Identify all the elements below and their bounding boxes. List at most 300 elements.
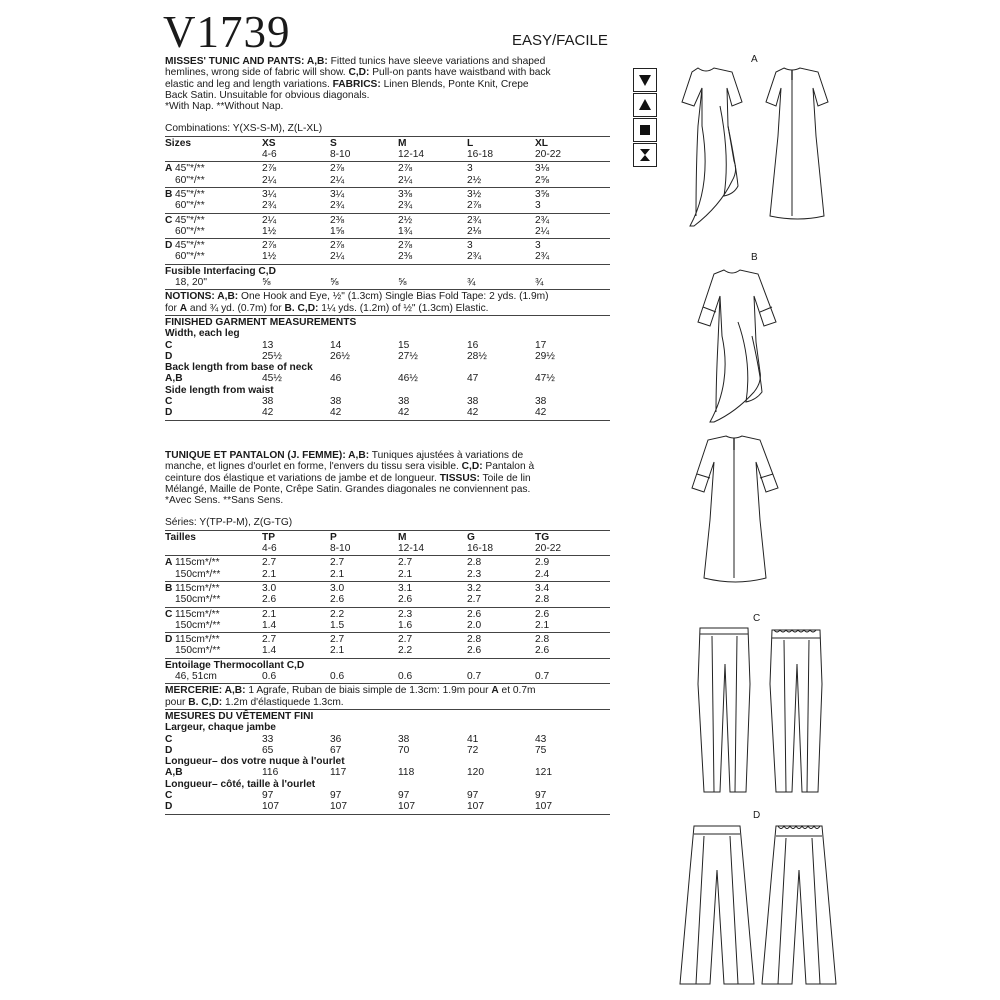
yardage-row [165,557,610,568]
finished-title: FINISHED GARMENT MEASUREMENTS [165,316,357,328]
divider-rule [165,581,610,582]
view-letter: D [165,240,173,252]
text-run: 1.2m d'élastiquede 1.3cm. [222,696,344,708]
text-run: One Hook and Eye, ½" (1.3cm) Single Bias Fold Tape: 2 yds. (1.9m) [238,291,549,303]
nap-down-triangle-icon [633,68,657,92]
yardage-value: 2½ [398,214,413,226]
measurement-value: 38 [262,396,274,408]
interfacing-title: Fusible Interfacing C,D [165,265,276,277]
yardage-value: 3¼ [262,188,277,200]
yardage-value: 1½ [262,225,277,237]
measurement-value: 97 [398,790,410,802]
size-code: S [330,137,337,149]
french-section [165,450,610,816]
notions-line [165,303,610,314]
yardage-value: 2¼ [262,214,277,226]
yardage-value: 2.7 [262,557,277,569]
divider-rule [165,213,610,214]
measurement-row [165,407,610,418]
measurement-value: 117 [330,767,347,779]
measurement-value: 13 [262,339,274,351]
yardage-value: 3.0 [330,582,345,594]
interfacing-width: 18, 20" [175,277,207,289]
yardage-value: 2.7 [330,557,345,569]
view-a-front-drawing [672,66,752,236]
yardage-value: 3⅜ [398,188,413,200]
size-code: TG [535,531,550,543]
yardage-value: 1.6 [398,619,413,631]
measurement-view: C [165,733,173,745]
measurement-value: 38 [535,396,547,408]
size-code: XS [262,137,276,149]
measurement-value: 46 [330,373,342,385]
size-number: 4-6 [262,149,277,161]
yardage-value: 2.9 [535,557,550,569]
yardage-value: 2¾ [262,200,277,212]
yardage-value: 2.6 [262,594,277,606]
measurement-value: 107 [398,801,415,813]
intro-line [165,461,610,472]
measurement-value: 118 [398,767,415,779]
yardage-value: 2¼ [398,174,413,186]
intro-line [165,67,610,78]
yardage-value: 3 [467,240,473,252]
yardage-row [165,583,610,594]
text-run: MISSES' TUNIC AND PANTS: A,B: [165,56,328,67]
measurement-row [165,373,610,384]
yardage-value: 2.1 [535,619,550,631]
yardage-value: 3 [467,163,473,175]
measurement-title: Back length from base of neck [165,362,313,374]
measurement-value: 97 [330,790,342,802]
text-run: NOTIONS: A,B: [165,291,239,303]
intro-line [165,90,610,101]
measurement-view: C [165,339,173,351]
measurement-value: 121 [535,767,552,779]
yardage-row [165,200,610,211]
yardage-value: 2.6 [398,594,413,606]
text-run: TISSUS: [439,472,480,484]
divider-rule [165,709,610,710]
size-number: 4-6 [262,543,277,555]
yardage-value: 2½ [467,174,482,186]
yardage-value: 2¾ [467,251,482,263]
divider-rule [165,555,610,556]
text-run: *Avec Sens. **Sans Sens. [165,495,284,507]
measurement-title: Largeur, chaque jambe [165,722,276,734]
measurement-value: 16 [467,339,479,351]
finished-title: MESURES DU VÊTEMENT FINI [165,710,314,722]
yardage-value: 2.1 [262,608,277,620]
measurement-value: 97 [535,790,547,802]
yardage-value: 3 [535,200,541,212]
yardage-value: 2⅝ [535,174,550,186]
yardage-value: 2.7 [262,634,277,646]
text-run: Back Satin. Unsuitable for obvious diagonals. [165,89,370,101]
measurement-value: 26½ [330,350,350,362]
interfacing-row [165,671,610,682]
measurement-value: 42 [398,407,410,419]
yardage-value: 1.5 [330,619,345,631]
text-run: Fitted tunics have sleeve variations and shaped [327,56,546,67]
measurement-value: 38 [330,396,342,408]
measurement-value: 67 [330,744,342,756]
fabric-width: 60"*/** [175,251,205,263]
measurement-value: 38 [398,396,410,408]
fabric-width: 150cm*/** [175,645,221,657]
text-run: hemlines, wrong side of fabric will show. [165,67,349,79]
view-c-back-drawing [766,624,826,799]
yardage-row [165,620,610,631]
yardage-value: 2⅞ [330,163,345,175]
measurement-value: 75 [535,744,547,756]
interfacing-value: ⅝ [398,277,407,289]
size-code: TP [262,531,276,543]
divider-rule [165,187,610,188]
divider-rule [165,632,610,633]
measurement-value: 116 [262,767,279,779]
text-run: pour [165,696,189,708]
yardage-value: 3.1 [398,582,413,594]
measurement-value: 25½ [262,350,282,362]
difficulty-label: EASY/FACILE [512,32,608,49]
hourglass-icon [633,143,657,167]
notions-line [165,697,610,708]
yardage-row [165,609,610,620]
yardage-value: 2.2 [398,645,413,657]
fabric-width: 45"*/** [175,240,205,252]
figure-label-a: A [751,54,758,65]
yardage-value: 2.4 [535,568,550,580]
interfacing-value: 0.6 [330,671,345,683]
interfacing-row [165,277,610,288]
fabric-width: 150cm*/** [175,568,221,580]
yardage-row [165,645,610,656]
yardage-row [165,163,610,174]
size-code: M [398,531,407,543]
measurement-row [165,790,610,801]
divider-rule [165,264,610,265]
fabric-width: 60"*/** [175,200,205,212]
yardage-value: 2⅞ [262,163,277,175]
fabric-width: 115cm*/** [175,557,220,569]
yardage-row [165,569,610,580]
divider-rule [165,530,610,531]
size-code: M [398,137,407,149]
measurement-row [165,801,610,812]
measurement-view: C [165,790,173,802]
sizes-header-row [165,532,610,543]
yardage-row [165,189,610,200]
text-run: MERCERIE: A,B: [165,685,246,697]
measurement-value: 42 [467,407,479,419]
measurement-value: 42 [330,407,342,419]
text-run: C,D: [348,67,370,79]
yardage-value: 3⅛ [535,163,550,175]
text-run: 1¼ yds. (1.2m) of ½" (1.3cm) Elastic. [318,302,489,314]
yardage-row [165,226,610,237]
size-number: 20-22 [535,543,562,555]
size-code: P [330,531,337,543]
text-run: *With Nap. **Without Nap. [165,101,284,113]
yardage-row [165,251,610,262]
interfacing-value: 0.7 [535,671,550,683]
yardage-value: 1¾ [398,225,413,237]
measurement-value: 15 [398,339,410,351]
measurement-title: Longueur– dos votre nuque à l'ourlet [165,756,345,768]
fabric-width: 45"*/** [175,163,205,175]
measurement-view: D [165,407,173,419]
text-run: manche, et lignes d'ourlet en forme, l'envers du tissu sera visible. [165,461,462,473]
text-run: Linen Blends, Ponte Knit, Crepe [380,78,529,90]
measurement-view: D [165,350,173,362]
yardage-value: 2.6 [535,645,550,657]
sizes-header-row [165,138,610,149]
fabric-width: 150cm*/** [175,619,221,631]
measurement-value: 41 [467,733,479,745]
yardage-value: 2⅜ [330,214,345,226]
text-run: B. C,D: [284,302,319,314]
measurement-view: D [165,801,173,813]
yardage-value: 1.4 [262,619,277,631]
notions-line [165,685,610,696]
measurement-value: 120 [467,767,484,779]
measurement-value: 28½ [467,350,487,362]
measurement-value: 36 [330,733,342,745]
divider-rule [165,161,610,162]
yardage-value: 2.8 [535,634,550,646]
view-letter: C [165,214,173,226]
view-a-back-drawing [758,66,838,236]
text-run: Tuniques ajustées à variations de [369,450,524,461]
yardage-value: 3 [535,240,541,252]
nap-up-triangle-icon [633,93,657,117]
sizes-label: Sizes [165,137,192,149]
size-numbers-row [165,543,610,554]
measurement-value: 27½ [398,350,418,362]
size-code: XL [535,137,549,149]
interfacing-title: Entoilage Thermocollant C,D [165,659,305,671]
fabric-width: 150cm*/** [175,594,221,606]
measurement-value: 65 [262,744,274,756]
divider-rule [165,658,610,659]
measurement-value: 42 [535,407,547,419]
figure-label-c: C [753,613,761,624]
text-run: and ¾ yd. (0.7m) for [187,302,285,314]
size-code: G [467,531,475,543]
text-run: 1 Agrafe, Ruban de biais simple de 1.3cm: 1.9m pour [245,685,492,697]
yardage-value: 2.1 [262,568,277,580]
yardage-value: 2¾ [535,251,550,263]
measurement-view: A,B [165,767,183,779]
yardage-value: 2⅞ [398,240,413,252]
yardage-value: 2⅛ [467,225,482,237]
measurement-value: 46½ [398,373,418,385]
figure-label-d: D [753,810,761,821]
text-run: Mélangé, Maille de Ponte, Crêpe Satin. Grandes diagonales ne conviennent pas. [165,483,531,495]
divider-rule [165,315,610,316]
interfacing-value: 0.7 [467,671,482,683]
yardage-value: 2.7 [398,557,413,569]
text-run: B. C,D: [188,696,223,708]
measurement-value: 107 [330,801,347,813]
intro-line [165,101,610,112]
yardage-value: 2.3 [398,608,413,620]
measurement-view: D [165,744,173,756]
text-run: for [165,302,180,314]
measurement-value: 45½ [262,373,282,385]
intro-line [165,473,610,484]
yardage-value: 2.6 [330,594,345,606]
intro-line [165,495,610,506]
measurement-value: 107 [467,801,484,813]
intro-line [165,450,610,461]
fabric-width: 45"*/** [175,188,205,200]
fabric-width: 115cm*/** [175,582,220,594]
measurement-value: 97 [262,790,274,802]
measurement-value: 47 [467,373,479,385]
yardage-value: 2¼ [330,174,345,186]
size-number: 20-22 [535,149,562,161]
divider-rule [165,289,610,290]
size-number: 8-10 [330,149,351,161]
view-letter: D [165,634,173,646]
yardage-value: 2¼ [535,225,550,237]
size-number: 12-14 [398,543,425,555]
measurement-value: 97 [467,790,479,802]
yardage-value: 2⅞ [330,240,345,252]
yardage-value: 3½ [467,188,482,200]
layout-symbols [633,68,657,168]
yardage-value: 3.2 [467,582,482,594]
fabric-width: 60"*/** [175,174,205,186]
yardage-row [165,594,610,605]
yardage-value: 2.6 [467,608,482,620]
view-b-front-drawing [676,262,786,432]
interfacing-value: ¾ [535,277,544,289]
text-run: elastic and leg and length variations. [165,78,333,90]
fabric-width: 115cm*/** [175,608,220,620]
measurement-row [165,745,610,756]
yardage-value: 2.7 [398,634,413,646]
measurement-title: Width, each leg [165,328,240,340]
measurement-value: 14 [330,339,342,351]
measurement-value: 38 [467,396,479,408]
yardage-value: 2¾ [330,200,345,212]
divider-rule [165,136,610,137]
interfacing-value: ⅝ [330,277,339,289]
yardage-value: 2.3 [467,568,482,580]
interfacing-value: ¾ [467,277,476,289]
yardage-value: 3¼ [330,188,345,200]
text-run: Toile de lin [479,472,531,484]
measurement-value: 107 [262,801,279,813]
measurement-value: 43 [535,733,547,745]
text-run: ceinture dos élastique et variations de jambe et de longueur. [165,472,440,484]
view-letter: B [165,188,173,200]
combinations-line: Séries: Y(TP-P-M), Z(G-TG) [165,517,293,529]
fabric-width: 45"*/** [175,214,205,226]
text-run: FABRICS: [332,78,381,90]
fabric-width: 60"*/** [175,225,205,237]
measurement-value: 33 [262,733,274,745]
text-run: TUNIQUE ET PANTALON (J. FEMME): A,B: [165,450,370,461]
size-code: L [467,137,474,149]
yardage-value: 2.8 [467,634,482,646]
yardage-value: 2.1 [330,645,345,657]
notions-line [165,291,610,302]
interfacing-value: 0.6 [262,671,277,683]
interfacing-width: 46, 51cm [175,671,217,683]
yardage-value: 1⅝ [330,225,345,237]
size-number: 12-14 [398,149,425,161]
measurement-row [165,351,610,362]
yardage-row [165,175,610,186]
yardage-value: 2.2 [330,608,345,620]
size-number: 16-18 [467,543,494,555]
size-number: 8-10 [330,543,351,555]
intro-line [165,56,610,67]
yardage-value: 3.4 [535,582,550,594]
measurement-row [165,396,610,407]
view-letter: C [165,608,173,620]
yardage-value: 2.0 [467,619,482,631]
measurement-value: 72 [467,744,479,756]
yardage-value: 2⅞ [262,240,277,252]
yardage-value: 1.4 [262,645,277,657]
view-b-back-drawing [680,430,790,590]
divider-rule [165,607,610,608]
yardage-value: 2¾ [398,200,413,212]
interfacing-value: 0.6 [398,671,413,683]
measurement-row [165,734,610,745]
divider-rule [165,683,610,684]
yardage-value: 2.8 [467,557,482,569]
divider-rule [165,814,610,815]
view-d-back-drawing [760,820,840,990]
yardage-value: 2.7 [330,634,345,646]
yardage-row [165,215,610,226]
intro-line [165,79,610,90]
measurement-value: 107 [535,801,552,813]
measurement-value: 38 [398,733,410,745]
intro-line [165,484,610,495]
measurement-value: 42 [262,407,274,419]
divider-rule [165,420,610,421]
yardage-value: 2.6 [535,608,550,620]
view-c-front-drawing [694,624,754,799]
measurement-value: 29½ [535,350,555,362]
yardage-value: 1½ [262,251,277,263]
view-d-front-drawing [678,820,758,990]
pattern-number: V1739 [163,7,291,57]
measurement-title: Side length from waist [165,384,274,396]
sizes-label: Tailles [165,531,196,543]
measurement-row [165,340,610,351]
fabric-width: 115cm*/** [175,634,220,646]
square-icon [633,118,657,142]
measurement-title: Longueur– côté, taille à l'ourlet [165,778,316,790]
measurement-value: 70 [398,744,410,756]
measurement-view: C [165,396,173,408]
yardage-value: 2¼ [262,174,277,186]
text-run: et 0.7m [498,685,536,697]
view-letter: A [165,163,173,175]
divider-rule [165,238,610,239]
yardage-row [165,240,610,251]
view-letter: B [165,582,173,594]
measurement-value: 47½ [535,373,555,385]
